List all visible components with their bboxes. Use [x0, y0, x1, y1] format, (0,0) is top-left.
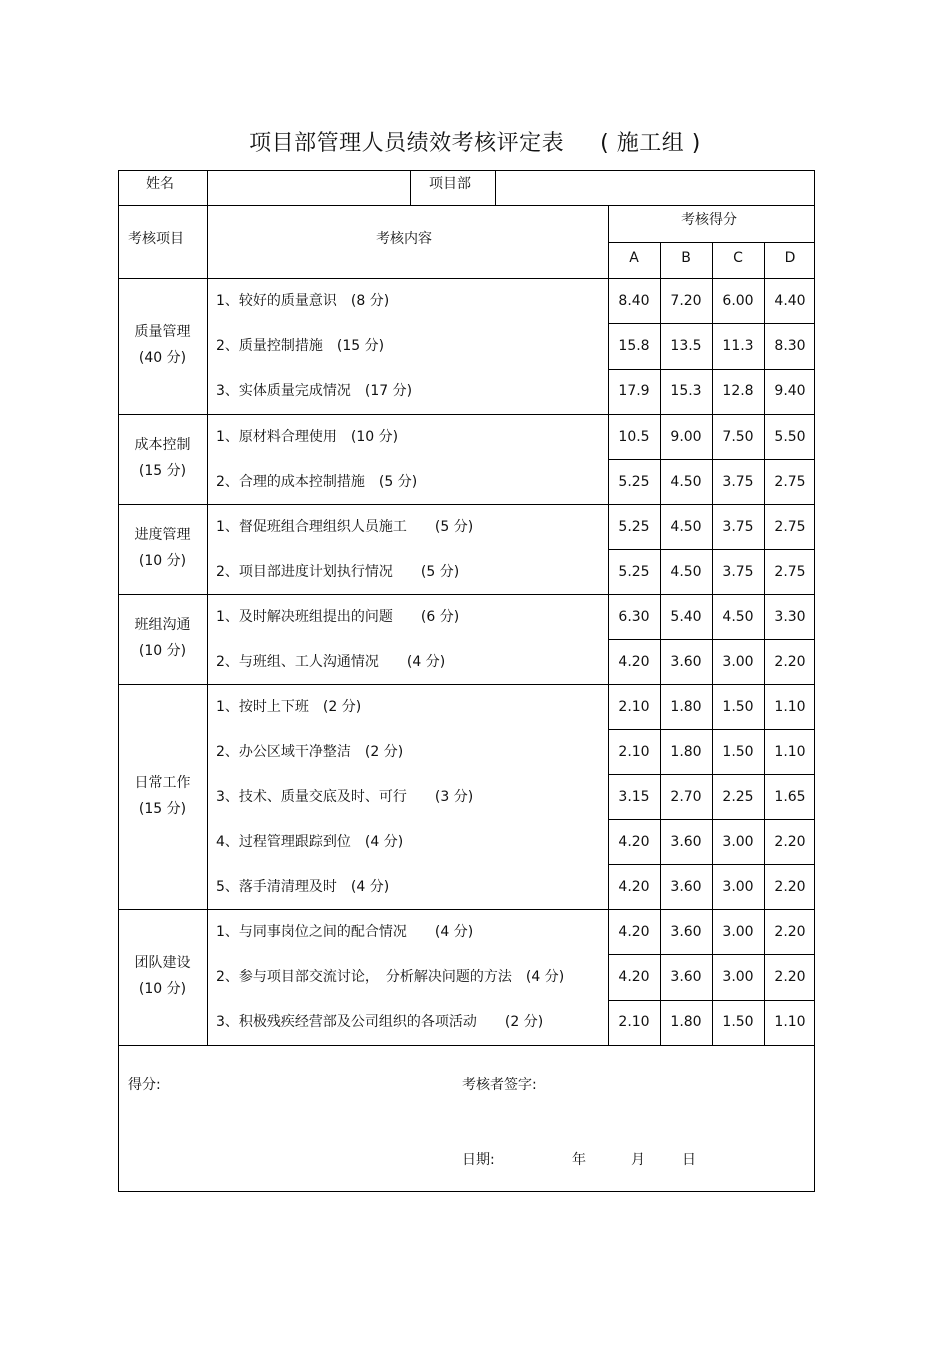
column-score-header: 考核得分 [681, 212, 737, 228]
divider [207, 205, 208, 1046]
score-cell-d[interactable]: 2.20 [774, 969, 806, 985]
score-cell-a[interactable]: 3.15 [618, 788, 650, 805]
column-content-header: 考核内容 [376, 231, 432, 247]
criterion-text: 1、及时解决班组提出的问题 (6 分) [216, 608, 460, 625]
score-cell-b[interactable]: 15.3 [670, 383, 702, 400]
score-cell-a[interactable]: 4.20 [618, 833, 650, 850]
score-cell-a[interactable]: 10.5 [618, 428, 650, 445]
score-cell-b[interactable]: 2.70 [670, 788, 702, 805]
section-name: 班组沟通 [134, 617, 191, 633]
section-divider [118, 414, 815, 415]
score-cell-a[interactable]: 2.10 [618, 698, 650, 715]
score-cell-d[interactable]: 8.30 [774, 338, 806, 354]
criterion-text: 1、督促班组合理组织人员施工 (5 分) [216, 518, 474, 535]
row-divider [608, 323, 815, 324]
score-cell-d[interactable]: 9.40 [774, 383, 806, 400]
score-cell-d[interactable]: 2.20 [774, 833, 806, 850]
name-label: 姓名 [146, 176, 174, 192]
score-cell-a[interactable]: 5.25 [618, 563, 650, 580]
score-cell-c[interactable]: 3.00 [722, 923, 754, 940]
score-cell-b[interactable]: 9.00 [670, 428, 702, 445]
criterion-text: 2、质量控制措施 (15 分) [216, 338, 385, 354]
score-table [118, 205, 815, 1046]
row-divider [608, 819, 815, 820]
score-cell-b[interactable]: 7.20 [670, 292, 702, 309]
dept-label: 项目部 [429, 176, 471, 192]
date-month: 月 [631, 1152, 645, 1168]
score-cell-a[interactable]: 4.20 [618, 653, 650, 670]
section-points: (10 分) [138, 643, 187, 659]
score-cell-c[interactable]: 1.50 [722, 743, 754, 760]
row-divider [608, 729, 815, 730]
score-cell-a[interactable]: 6.30 [618, 608, 650, 625]
score-cell-a[interactable]: 2.10 [618, 1014, 650, 1031]
row-divider [608, 459, 815, 460]
section-name: 团队建设 [134, 955, 191, 971]
criterion-text: 2、参与项目部交流讨论， 分析解决问题的方法 (4 分) [216, 969, 565, 985]
score-cell-d[interactable]: 3.30 [774, 608, 806, 625]
row-divider [608, 1000, 815, 1001]
score-cell-d[interactable]: 1.10 [774, 743, 806, 760]
score-cell-c[interactable]: 4.50 [722, 608, 754, 625]
date-label: 日期: [462, 1152, 495, 1168]
criterion-text: 2、项目部进度计划执行情况 (5 分) [216, 563, 460, 580]
section-points: (10 分) [138, 981, 187, 997]
section-points: (40 分) [138, 350, 187, 366]
score-cell-c[interactable]: 3.75 [722, 518, 754, 535]
score-cell-d[interactable]: 2.20 [774, 653, 806, 670]
section-points: (10 分) [138, 553, 187, 569]
score-cell-d[interactable]: 1.10 [774, 698, 806, 715]
score-cell-c[interactable]: 7.50 [722, 428, 754, 445]
row-divider [608, 369, 815, 370]
criterion-text: 2、办公区域干净整洁 (2 分) [216, 743, 404, 760]
score-cell-d[interactable]: 4.40 [774, 292, 806, 309]
score-cell-c[interactable]: 3.75 [722, 563, 754, 580]
criterion-text: 5、落手清清理及时 (4 分) [216, 878, 390, 895]
date-year: 年 [572, 1152, 586, 1168]
score-cell-c[interactable]: 11.3 [722, 338, 754, 354]
score-cell-c[interactable]: 12.8 [722, 383, 754, 400]
section-name: 日常工作 [134, 774, 191, 791]
score-cell-d[interactable]: 1.65 [774, 788, 806, 805]
grade-b-header: B [681, 250, 691, 266]
row-divider [608, 639, 815, 640]
date-day: 日 [682, 1152, 696, 1168]
name-field[interactable] [212, 175, 402, 197]
score-cell-b[interactable]: 5.40 [670, 608, 702, 625]
divider [608, 242, 815, 243]
score-cell-c[interactable]: 3.00 [722, 969, 754, 985]
row-divider [608, 954, 815, 955]
score-cell-c[interactable]: 6.00 [722, 292, 754, 309]
criterion-text: 2、合理的成本控制措施 (5 分) [216, 473, 418, 490]
score-cell-c[interactable]: 3.00 [722, 833, 754, 850]
section-points: (15 分) [138, 800, 187, 817]
criterion-text: 1、较好的质量意识 (8 分) [216, 292, 390, 309]
score-cell-b[interactable]: 3.60 [670, 878, 702, 895]
score-cell-b[interactable]: 13.5 [670, 338, 702, 354]
score-cell-c[interactable]: 1.50 [722, 698, 754, 715]
score-label: 得分: [128, 1077, 161, 1093]
criterion-text: 2、与班组、工人沟通情况 (4 分) [216, 653, 446, 670]
score-cell-b[interactable]: 4.50 [670, 518, 702, 535]
criterion-text: 3、技术、质量交底及时、可行 (3 分) [216, 788, 474, 805]
score-cell-d[interactable]: 2.20 [774, 878, 806, 895]
section-divider [118, 594, 815, 595]
score-cell-b[interactable]: 3.60 [670, 833, 702, 850]
score-cell-a[interactable]: 8.40 [618, 292, 650, 309]
section-name: 质量管理 [134, 324, 191, 340]
score-cell-a[interactable]: 4.20 [618, 969, 650, 985]
footer-box [118, 1045, 815, 1192]
score-cell-d[interactable]: 2.75 [774, 473, 806, 490]
criterion-text: 3、积极残疾经营部及公司组织的各项活动 (2 分) [216, 1014, 544, 1031]
section-divider [118, 504, 815, 505]
score-cell-d[interactable]: 5.50 [774, 428, 806, 445]
score-cell-c[interactable]: 1.50 [722, 1014, 754, 1031]
criterion-text: 1、与同事岗位之间的配合情况 (4 分) [216, 923, 474, 940]
score-cell-d[interactable]: 2.75 [774, 518, 806, 535]
score-cell-a[interactable]: 5.25 [618, 518, 650, 535]
score-cell-b[interactable]: 4.50 [670, 563, 702, 580]
section-divider [118, 684, 815, 685]
divider [118, 278, 815, 279]
column-item-header: 考核项目 [128, 231, 184, 247]
section-name: 成本控制 [134, 437, 191, 453]
title-subtitle: ( 施工组 ) [600, 131, 701, 156]
score-cell-b[interactable]: 3.60 [670, 969, 702, 985]
title-text: 项目部管理人员绩效考核评定表 [249, 131, 565, 156]
score-cell-b[interactable]: 1.80 [670, 743, 702, 760]
score-cell-d[interactable]: 2.20 [774, 923, 806, 940]
score-cell-a[interactable]: 4.20 [618, 923, 650, 940]
score-cell-a[interactable]: 5.25 [618, 473, 650, 490]
divider [207, 170, 208, 206]
score-cell-c[interactable]: 2.25 [722, 788, 754, 805]
criterion-text: 4、过程管理跟踪到位 (4 分) [216, 833, 404, 850]
score-cell-a[interactable]: 17.9 [618, 383, 650, 400]
page-title [0, 126, 950, 157]
grade-a-header: A [629, 250, 639, 266]
section-name: 进度管理 [134, 527, 191, 543]
section-points: (15 分) [138, 463, 187, 479]
score-cell-a[interactable]: 4.20 [618, 878, 650, 895]
score-cell-b[interactable]: 1.80 [670, 1014, 702, 1031]
score-cell-b[interactable]: 4.50 [670, 473, 702, 490]
row-divider [608, 549, 815, 550]
score-cell-c[interactable]: 3.00 [722, 653, 754, 670]
divider [608, 205, 609, 1046]
criterion-text: 1、按时上下班 (2 分) [216, 698, 362, 715]
criterion-text: 3、实体质量完成情况 (17 分) [216, 383, 413, 400]
criterion-text: 1、原材料合理使用 (10 分) [216, 428, 399, 445]
score-cell-d[interactable]: 1.10 [774, 1014, 806, 1031]
score-cell-b[interactable]: 3.60 [670, 923, 702, 940]
score-cell-b[interactable]: 1.80 [670, 698, 702, 715]
row-divider [608, 774, 815, 775]
score-cell-a[interactable]: 15.8 [618, 338, 650, 354]
section-divider [118, 909, 815, 910]
score-cell-b[interactable]: 3.60 [670, 653, 702, 670]
score-cell-c[interactable]: 3.00 [722, 878, 754, 895]
dept-field[interactable] [500, 175, 800, 197]
score-cell-d[interactable]: 2.75 [774, 563, 806, 580]
score-cell-a[interactable]: 2.10 [618, 743, 650, 760]
divider [495, 170, 496, 206]
grade-c-header: C [733, 250, 743, 266]
divider [410, 170, 411, 206]
signature-label: 考核者签字: [462, 1077, 537, 1093]
score-cell-c[interactable]: 3.75 [722, 473, 754, 490]
row-divider [608, 864, 815, 865]
grade-d-header: D [784, 250, 796, 266]
